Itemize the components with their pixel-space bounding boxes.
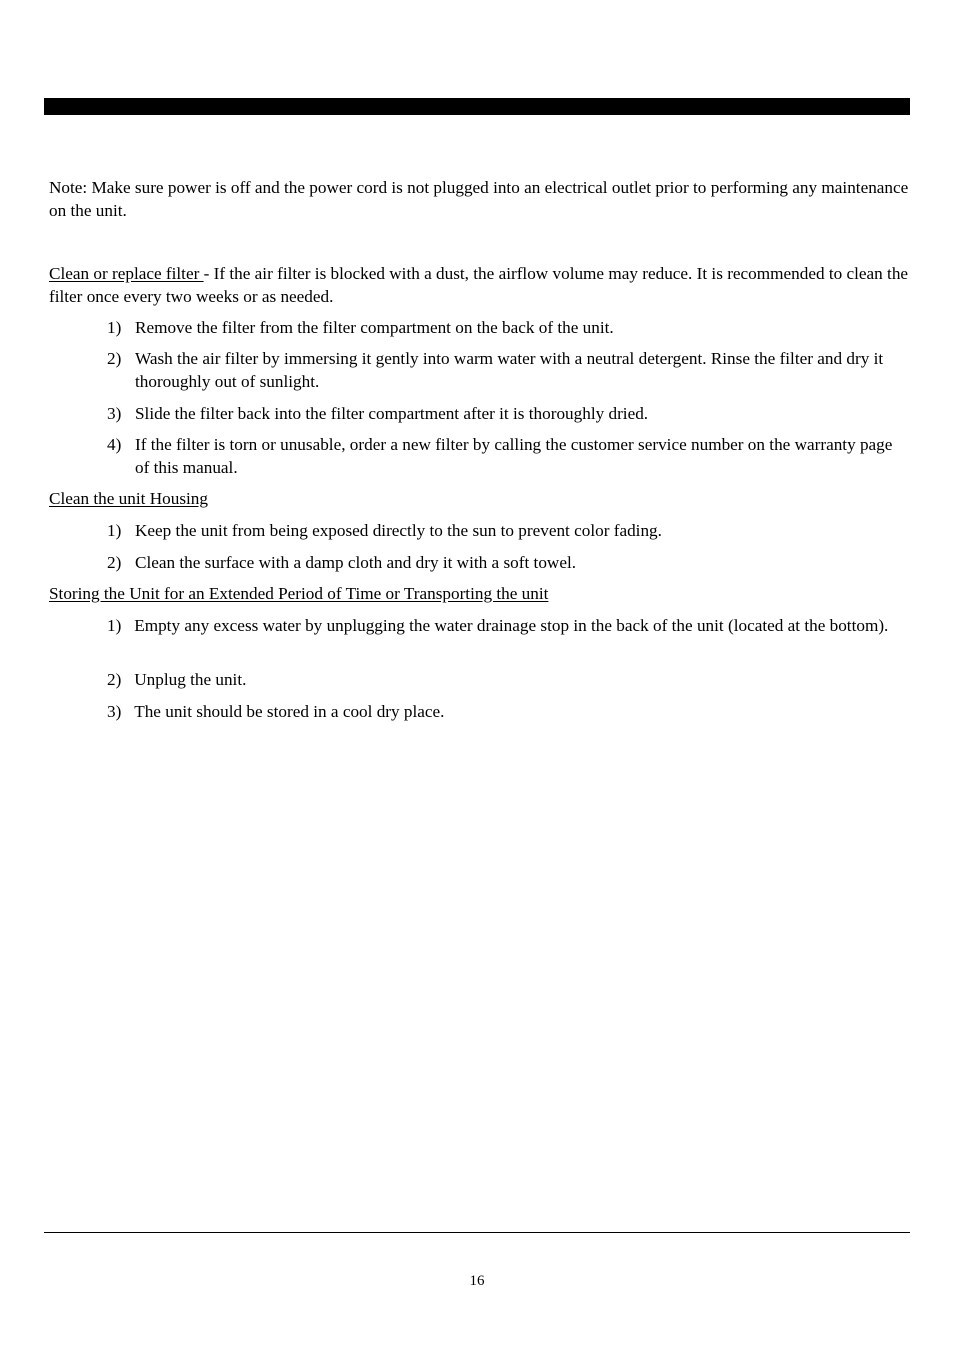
list-item-text: Clean the surface with a damp cloth and dry it with a soft towel. xyxy=(135,553,577,572)
list-item: 1) Empty any excess water by unplugging the water drainage stop in the back of the unit (located at the bottom). xyxy=(107,616,889,635)
page-number: 16 xyxy=(469,1273,485,1289)
maintenance-note: Note: Make sure power is off and the power cord is not plugged into an electrical outlet prior to performing any maintenance on the unit. xyxy=(49,178,909,220)
list-item-text: Slide the filter back into the filter compartment after it is thoroughly dried. xyxy=(135,404,649,423)
housing-section xyxy=(49,488,909,511)
filter-section-heading: Clean or replace filter xyxy=(49,264,204,283)
list-item-text: Remove the filter from the filter compartment on the back of the unit. xyxy=(135,318,614,337)
list-item: 2) Clean the surface with a damp cloth and dry it with a soft towel. xyxy=(107,552,907,575)
storing-section-heading: Storing the Unit for an Extended Period of Time or Transporting the unit xyxy=(49,584,549,603)
list-item: 2) Wash the air filter by immersing it gently into warm water with a neutral detergent. Rinse the filter and dry it thoroughly out of sunlight. xyxy=(107,348,907,393)
filter-section-text: - If the air filter is blocked with a dust, the airflow volume may reduce. It is recommended to clean the filter once every two weeks or as needed. xyxy=(49,264,909,306)
list-item-text: Wash the air filter by immersing it gently into warm water with a neutral detergent. Rinse the filter and dry it thoroughly out of sunlight. xyxy=(135,349,884,391)
list-item: 2) Unplug the unit. xyxy=(107,670,247,689)
list-item: 3) Slide the filter back into the filter compartment after it is thoroughly dried. xyxy=(107,403,907,426)
list-item-text: Empty any excess water by unplugging the water drainage stop in the back of the unit (located at the bottom). xyxy=(134,616,889,635)
list-item: 1) Keep the unit from being exposed directly to the sun to prevent color fading. xyxy=(107,520,907,543)
list-item: 4) If the filter is torn or unusable, order a new filter by calling the customer service number on the warranty page of this manual. xyxy=(107,434,907,479)
list-item-text: If the filter is torn or unusable, order a new filter by calling the customer service number on the warranty page of this manual. xyxy=(135,435,893,477)
list-item: 3) The unit should be stored in a cool dry place. xyxy=(107,702,445,721)
list-item-text: Unplug the unit. xyxy=(134,670,247,689)
list-item-text: The unit should be stored in a cool dry place. xyxy=(134,702,445,721)
list-item: 1) Remove the filter from the filter compartment on the back of the unit. xyxy=(107,317,907,340)
footer-rule xyxy=(44,1232,910,1233)
header-bar xyxy=(44,98,910,115)
housing-section-heading: Clean the unit Housing xyxy=(49,489,208,508)
storing-section xyxy=(49,583,909,606)
filter-section-intro xyxy=(49,263,909,308)
list-item-text: Keep the unit from being exposed directly to the sun to prevent color fading. xyxy=(135,521,662,540)
